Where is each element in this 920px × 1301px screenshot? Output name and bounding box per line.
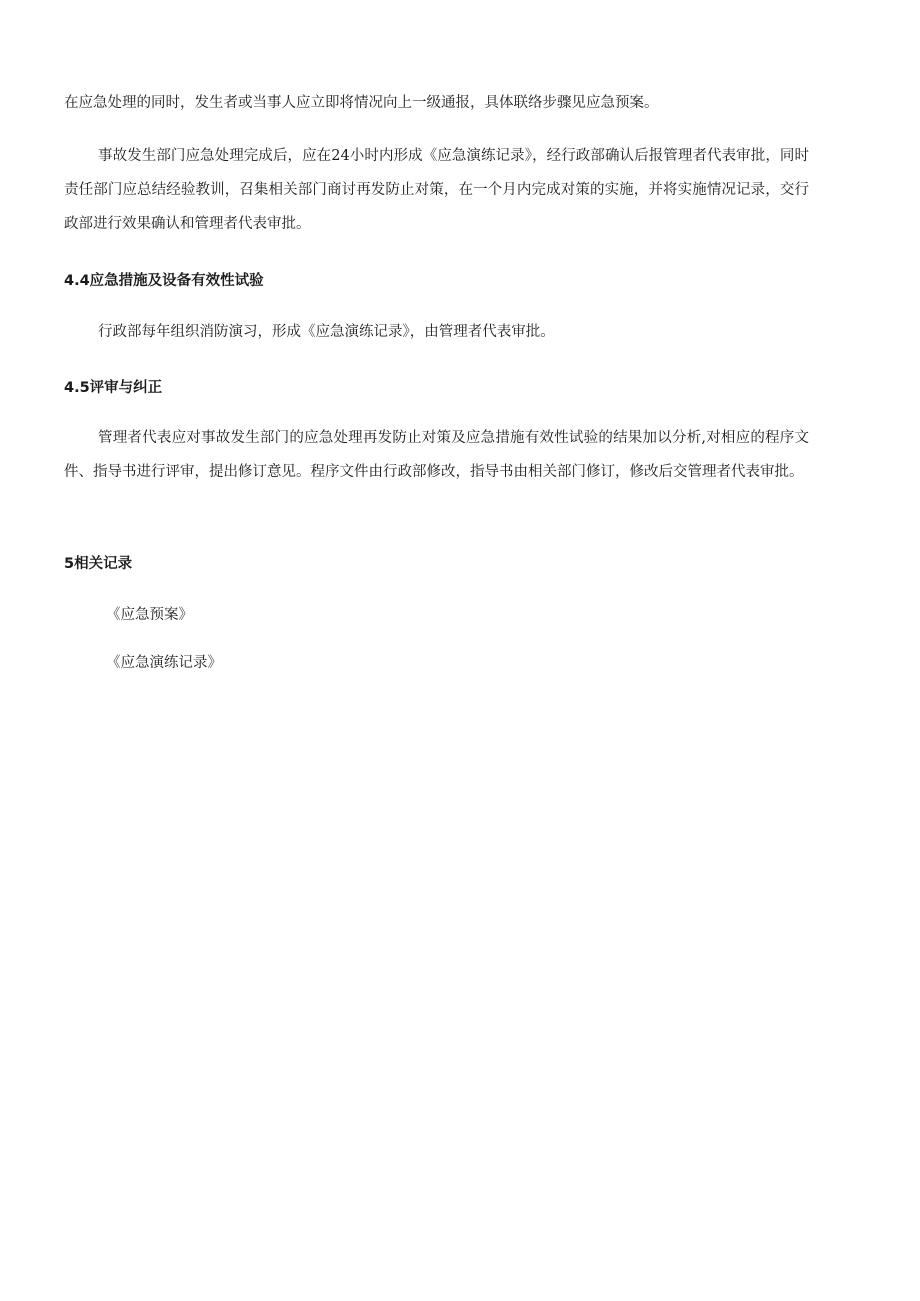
paragraph-after-handling: 事故发生部门应急处理完成后，应在24小时内形成《应急演练记录》，经行政部确认后报管理者代表审批，同时责任部门应总结经验教训，召集相关部门商讨再发防止对策，在一个月内完成对策的实施，并将实施情况记录，交行政部进行效果确认和管理者代表审批。 [64, 148, 809, 232]
section-heading-5: 5相关记录 [64, 556, 133, 572]
record-item: 《应急预案》 [106, 607, 193, 623]
section-heading-4-4: 4.4应急措施及设备有效性试验 [64, 273, 264, 289]
paragraph-fire-drill: 行政部每年组织消防演习，形成《应急演练记录》，由管理者代表审批。 [98, 324, 555, 340]
section-heading-4-5: 4.5评审与纠正 [64, 380, 163, 396]
record-item: 《应急演练记录》 [106, 655, 222, 671]
paragraph-review: 管理者代表应对事故发生部门的应急处理再发防止对策及应急措施有效性试验的结果加以分析,对相应的程序文件、指导书进行评审，提出修订意见。程序文件由行政部修改，指导书由相关部门修订，修改后交管理者代表审批。 [64, 430, 809, 480]
paragraph-notify: 在应急处理的同时，发生者或当事人应立即将情况向上一级通报，具体联络步骤见应急预案。 [64, 95, 659, 111]
